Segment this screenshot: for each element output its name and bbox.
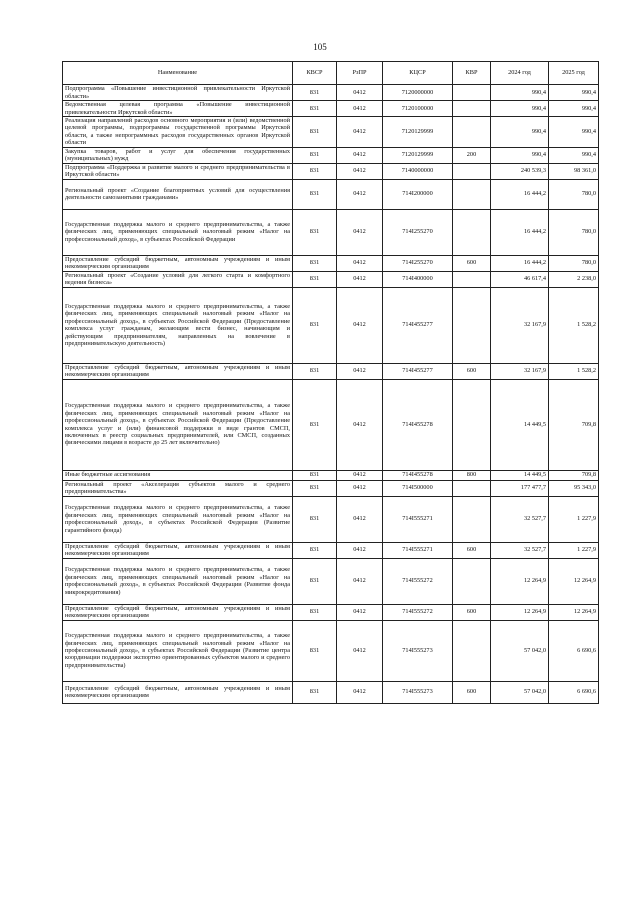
table-row: [63, 179, 599, 209]
cell-rzpr: 0412: [337, 179, 383, 209]
cell-rzpr: 0412: [337, 542, 383, 558]
table-row: [63, 363, 599, 379]
cell-kvr: 600: [453, 681, 491, 703]
cell-kcsr: 7120129999: [383, 117, 453, 148]
cell-kvr: [453, 379, 491, 470]
cell-y2025: 780,0: [549, 179, 599, 209]
cell-y2025: 1 528,2: [549, 287, 599, 363]
cell-name: Предоставление субсидий бюджетным, автономным учреждениям и иным некоммерческим организациям: [63, 604, 293, 620]
cell-name: Предоставление субсидий бюджетным, автономным учреждениям и иным некоммерческим организациям: [63, 255, 293, 271]
cell-y2025: 98 361,0: [549, 163, 599, 179]
cell-kvr: [453, 117, 491, 148]
cell-kcsr: 7120100000: [383, 101, 453, 117]
cell-kvsr: 831: [293, 85, 337, 101]
cell-kvsr: 831: [293, 179, 337, 209]
cell-name: Предоставление субсидий бюджетным, автономным учреждениям и иным некоммерческим организациям: [63, 681, 293, 703]
cell-kvsr: 831: [293, 379, 337, 470]
table-row: [63, 496, 599, 542]
cell-rzpr: 0412: [337, 117, 383, 148]
cell-name: Предоставление субсидий бюджетным, автономным учреждениям и иным некоммерческим организациям: [63, 363, 293, 379]
cell-y2025: 780,0: [549, 255, 599, 271]
cell-y2024: 240 539,3: [491, 163, 549, 179]
cell-kvsr: 831: [293, 604, 337, 620]
cell-kcsr: 714I455277: [383, 363, 453, 379]
cell-kcsr: 714I455277: [383, 287, 453, 363]
cell-name: Государственная поддержка малого и среднего предпринимательства, а также физических лиц, применяющих специальный налоговый режим «Налог на профессиональный доход», в субъектах Российской Федерации (Предоставление комплекса услуг и (или) финансовой поддержки в виде грантов СМСП, включенных в реестр социальных предпринимателей, или СМСП, созданных физическими лицами в возрасте до 25 лет включительно): [63, 379, 293, 470]
cell-y2025: 1 227,9: [549, 542, 599, 558]
header-kvr: КВР: [453, 62, 491, 85]
cell-rzpr: 0412: [337, 101, 383, 117]
cell-kcsr: 7140000000: [383, 163, 453, 179]
page-number: 105: [313, 42, 327, 52]
cell-name: Подпрограмма «Поддержка и развитие малого и среднего предпринимательства в Иркутской области»: [63, 163, 293, 179]
cell-kvr: 600: [453, 542, 491, 558]
cell-y2025: 6 690,6: [549, 620, 599, 681]
cell-rzpr: 0412: [337, 558, 383, 604]
header-name: Наименование: [63, 62, 293, 85]
cell-name: Государственная поддержка малого и среднего предпринимательства, а также физических лиц, применяющих специальный налоговый режим «Налог на профессиональный доход», в субъектах Российской Федерации (Развитие фонда микрокредитования): [63, 558, 293, 604]
cell-kvsr: 831: [293, 255, 337, 271]
table-row: [63, 101, 599, 117]
cell-y2025: 1 528,2: [549, 363, 599, 379]
cell-kcsr: 714I555272: [383, 558, 453, 604]
cell-rzpr: 0412: [337, 604, 383, 620]
cell-name: Региональный проект «Создание благоприятных условий для осуществления деятельности самозанятыми гражданами»: [63, 179, 293, 209]
cell-kvr: [453, 163, 491, 179]
cell-rzpr: 0412: [337, 255, 383, 271]
cell-kvsr: 831: [293, 117, 337, 148]
cell-name: Государственная поддержка малого и среднего предпринимательства, а также физических лиц, применяющих специальный налоговый режим «Налог на профессиональный доход», в субъектах Российской Федерации (Предоставление комплекса услуг гражданам, желающим вести бизнес, начинающим и действующим предпринимателям, направленных на вовлечение в предпринимательскую деятельность): [63, 287, 293, 363]
cell-y2025: 6 690,6: [549, 681, 599, 703]
cell-name: Государственная поддержка малого и среднего предпринимательства, а также физических лиц, применяющих специальный налоговый режим «Налог на профессиональный доход», в субъектах Российской Федерации: [63, 209, 293, 255]
cell-kvr: 800: [453, 470, 491, 480]
cell-y2025: 1 227,9: [549, 496, 599, 542]
cell-rzpr: 0412: [337, 271, 383, 287]
cell-kcsr: 7120129999: [383, 147, 453, 163]
cell-kcsr: 7120000000: [383, 85, 453, 101]
cell-y2024: 14 449,5: [491, 470, 549, 480]
cell-y2025: 990,4: [549, 101, 599, 117]
cell-name: Государственная поддержка малого и среднего предпринимательства, а также физических лиц, применяющих специальный налоговый режим «Налог на профессиональный доход», в субъектах Российской Федерации (Развитие гарантийного фонда): [63, 496, 293, 542]
cell-kvr: [453, 558, 491, 604]
cell-y2025: 709,8: [549, 470, 599, 480]
cell-name: Иные бюджетные ассигнования: [63, 470, 293, 480]
cell-y2024: 32 167,9: [491, 287, 549, 363]
table-row: [63, 287, 599, 363]
cell-kvsr: 831: [293, 620, 337, 681]
cell-y2024: 177 477,7: [491, 480, 549, 496]
cell-name: Закупка товаров, работ и услуг для обеспечения государственных (муниципальных) нужд: [63, 147, 293, 163]
cell-kcsr: 714I555272: [383, 604, 453, 620]
cell-kvsr: 831: [293, 209, 337, 255]
cell-name: Ведомственная целевая программа «Повышение инвестиционной привлекательности Иркутской области»: [63, 101, 293, 117]
cell-kvsr: 831: [293, 271, 337, 287]
cell-kvr: [453, 620, 491, 681]
cell-rzpr: 0412: [337, 287, 383, 363]
cell-kcsr: 714I555273: [383, 620, 453, 681]
cell-kvr: [453, 496, 491, 542]
cell-y2024: 57 042,0: [491, 620, 549, 681]
cell-y2025: 12 264,9: [549, 604, 599, 620]
cell-kvsr: 831: [293, 163, 337, 179]
cell-kvsr: 831: [293, 558, 337, 604]
table-row: [63, 542, 599, 558]
cell-y2024: 12 264,9: [491, 604, 549, 620]
cell-y2025: 95 343,0: [549, 480, 599, 496]
cell-y2024: 14 449,5: [491, 379, 549, 470]
cell-rzpr: 0412: [337, 85, 383, 101]
cell-rzpr: 0412: [337, 363, 383, 379]
cell-kvr: 600: [453, 604, 491, 620]
cell-kcsr: 714I200000: [383, 179, 453, 209]
cell-kvsr: 831: [293, 470, 337, 480]
cell-kvr: [453, 271, 491, 287]
header-2024: 2024 год: [491, 62, 549, 85]
cell-name: Предоставление субсидий бюджетным, автономным учреждениям и иным некоммерческим организациям: [63, 542, 293, 558]
cell-kvr: 200: [453, 147, 491, 163]
table-body: [63, 85, 599, 704]
cell-kvsr: 831: [293, 681, 337, 703]
cell-rzpr: 0412: [337, 379, 383, 470]
cell-kcsr: 714I400000: [383, 271, 453, 287]
cell-y2024: 16 444,2: [491, 255, 549, 271]
cell-y2025: 990,4: [549, 85, 599, 101]
table-row: [63, 620, 599, 681]
cell-y2024: 990,4: [491, 117, 549, 148]
cell-y2025: 990,4: [549, 117, 599, 148]
cell-y2024: 57 042,0: [491, 681, 549, 703]
cell-name: Региональный проект «Создание условий для легкого старта и комфортного ведения бизнеса»: [63, 271, 293, 287]
cell-y2024: 16 444,2: [491, 179, 549, 209]
cell-kvr: [453, 480, 491, 496]
table-row: [63, 147, 599, 163]
table-row: [63, 604, 599, 620]
header-rzpr: РзПР: [337, 62, 383, 85]
cell-kcsr: 714I455278: [383, 379, 453, 470]
cell-rzpr: 0412: [337, 163, 383, 179]
cell-kcsr: 714I555271: [383, 542, 453, 558]
cell-y2024: 990,4: [491, 101, 549, 117]
cell-kvr: [453, 101, 491, 117]
cell-y2024: 12 264,9: [491, 558, 549, 604]
cell-rzpr: 0412: [337, 681, 383, 703]
header-2025: 2025 год: [549, 62, 599, 85]
table-row: [63, 681, 599, 703]
table-header-row: [63, 62, 599, 85]
cell-name: Государственная поддержка малого и среднего предпринимательства, а также физических лиц, применяющих специальный налоговый режим «Налог на профессиональный доход», в субъектах Российской Федерации (Развитие центра координации поддержки экспортно ориентированных субъектов малого и среднего предпринимательства): [63, 620, 293, 681]
cell-rzpr: 0412: [337, 470, 383, 480]
cell-name: Реализация направлений расходов основного мероприятия и (или) ведомственной целевой программы, подпрограммы государственной программы Иркутской области, а также непрограммных расходов государственных органов Иркутской области: [63, 117, 293, 148]
cell-y2024: 46 617,4: [491, 271, 549, 287]
cell-kcsr: 714I255270: [383, 209, 453, 255]
cell-kvr: 600: [453, 255, 491, 271]
cell-rzpr: 0412: [337, 209, 383, 255]
cell-rzpr: 0412: [337, 147, 383, 163]
cell-y2025: 709,8: [549, 379, 599, 470]
cell-rzpr: 0412: [337, 496, 383, 542]
table-row: [63, 209, 599, 255]
table-row: [63, 271, 599, 287]
table-row: [63, 480, 599, 496]
cell-kvr: [453, 287, 491, 363]
cell-kvsr: 831: [293, 287, 337, 363]
cell-y2024: 32 527,7: [491, 542, 549, 558]
cell-y2024: 16 444,2: [491, 209, 549, 255]
cell-name: Подпрограмма «Повышение инвестиционной привлекательности Иркутской области»: [63, 85, 293, 101]
cell-kvsr: 831: [293, 496, 337, 542]
cell-y2025: 12 264,9: [549, 558, 599, 604]
cell-kvsr: 831: [293, 363, 337, 379]
cell-rzpr: 0412: [337, 620, 383, 681]
cell-kvr: [453, 85, 491, 101]
cell-kvr: [453, 179, 491, 209]
cell-y2024: 990,4: [491, 147, 549, 163]
header-kcsr: КЦСР: [383, 62, 453, 85]
table-row: [63, 85, 599, 101]
cell-kvsr: 831: [293, 101, 337, 117]
cell-rzpr: 0412: [337, 480, 383, 496]
cell-y2025: 780,0: [549, 209, 599, 255]
cell-kvsr: 831: [293, 480, 337, 496]
cell-kvsr: 831: [293, 147, 337, 163]
cell-kvr: 600: [453, 363, 491, 379]
cell-kcsr: 714I555271: [383, 496, 453, 542]
cell-kvr: [453, 209, 491, 255]
table-row: [63, 379, 599, 470]
cell-kvsr: 831: [293, 542, 337, 558]
cell-y2024: 32 527,7: [491, 496, 549, 542]
cell-name: Региональный проект «Акселерация субъектов малого и среднего предпринимательства»: [63, 480, 293, 496]
cell-y2025: 990,4: [549, 147, 599, 163]
table-row: [63, 558, 599, 604]
cell-kcsr: 714I455278: [383, 470, 453, 480]
cell-y2025: 2 238,0: [549, 271, 599, 287]
table-row: [63, 470, 599, 480]
budget-table: [62, 61, 599, 704]
table-row: [63, 255, 599, 271]
cell-y2024: 32 167,9: [491, 363, 549, 379]
table-row: [63, 163, 599, 179]
cell-y2024: 990,4: [491, 85, 549, 101]
header-kvsr: КВСР: [293, 62, 337, 85]
cell-kcsr: 714I500000: [383, 480, 453, 496]
cell-kcsr: 714I255270: [383, 255, 453, 271]
cell-kcsr: 714I555273: [383, 681, 453, 703]
table-row: [63, 117, 599, 148]
